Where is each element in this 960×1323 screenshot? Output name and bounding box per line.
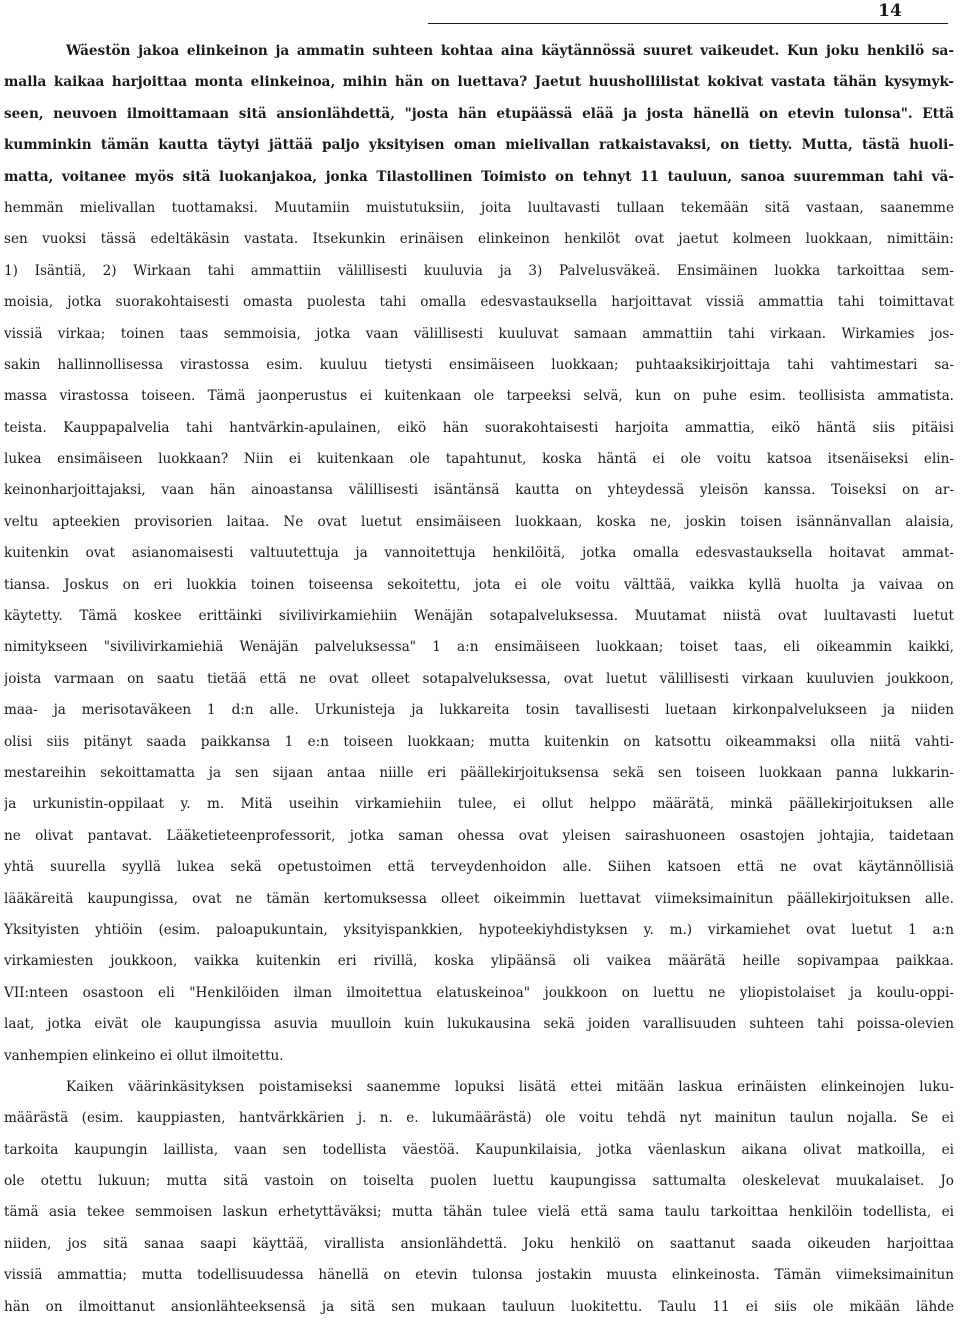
text-line: olisi siis pitänyt saada paikkansa 1 e:n toiseen luokkaan; mutta kuitenkin on katsottu oikeammaksi olla niitä vahti- bbox=[4, 733, 954, 750]
text-line: tiansa. Joskus on eri luokkia toinen toiseensa sekoitettu, jota ei ole voitu välttää, vaikka kyllä huolta ja vaivaa on bbox=[4, 576, 954, 593]
text-line: käytetty. Tämä koskee erittäinki sivilivirkamiehiin Wenäjän sotapalveluksessa. Muutamat niistä ovat luultavasti luetut bbox=[4, 608, 954, 625]
paragraph-1 bbox=[4, 36, 954, 1072]
text-line: massa virastossa toiseen. Tämä jaonperustus ei kuitenkaan ole tarpeeksi selvä, kun on puhe esim. teollisista ammatista. bbox=[4, 388, 954, 405]
text-line: Wäestön jakoa elinkeinon ja ammatin suhteen kohtaa aina käytännössä suuret vaikeudet. Kun joku henkilö sa- bbox=[66, 43, 954, 59]
text-line: yhtä suurella syyllä lukea sekä opetustoimen että terveydenhoidon alle. Siihen katsoen että ne ovat käytännöllisiä bbox=[4, 859, 954, 876]
text-line: keinonharjoittajaksi, vaan hän ainoastansa välillisesti isäntänsä kautta on yhteydessä yleisön kanssa. Toiseksi on ar- bbox=[4, 482, 954, 499]
text-line: matta, voitanee myös sitä luokanjakoa, jonka Tilastollinen Toimisto on tehnyt 11 tauluun, sanoa suuremman tahi vä- bbox=[4, 168, 954, 185]
text-line: 1) Isäntiä, 2) Wirkaan tahi ammattiin välillisesti kuuluvia ja 3) Palvelusväkeä. Ensimäinen luokka tarkoittaa sem- bbox=[4, 262, 954, 279]
text-line: tämä asia tekee semmoisen laskun erhetyttäväksi; mutta tähän tulee vielä että sama taulu tarkoittaa henkilöin todellista, ei bbox=[4, 1204, 954, 1221]
text-line: teista. Kauppapalvelia tahi hantvärkin-apulainen, eikö hän suorakohtaisesti harjoita ammattia, eikö häntä siis pitäisi bbox=[4, 419, 954, 436]
text-line: moisia, jotka suorakohtaisesti omasta puolesta tahi omalla edesvastauksella harjoittavat vissiä ammattia tahi toimittavat bbox=[4, 294, 954, 311]
text-line: maa- ja merisotaväkeen 1 d:n alle. Urkunisteja ja lukkareita tosin tavallisesti luetaan kirkonpalvelukseen ja niiden bbox=[4, 702, 954, 719]
text-line: sen vuoksi tässä edeltäkäsin vastata. Itsekunkin erinäisen elinkeinon henkilöt ovat jaetut kolmeen luokkaan, nimittäin: bbox=[4, 231, 954, 248]
text-line: vanhempien elinkeino ei ollut ilmoitettu. bbox=[4, 1047, 284, 1064]
text-line: malla kaikaa harjoittaa monta elinkeinoa, mihin hän on luettava? Jaetut huushollilistat kokivat vastata tähän kysymyk- bbox=[4, 74, 954, 91]
text-line: veltu apteekien provisorien laitaa. Ne ovat luetut ensimäiseen luokkaan, koska ne, joskin toisen isännänvallan alaisia, bbox=[4, 513, 954, 530]
text-line: niiden, jos sitä sanaa saapi käyttää, virallista ansionlähdettä. Joku henkilö on saattanut saada oikeuden harjoittaa bbox=[4, 1235, 954, 1252]
text-line: määrästä (esim. kauppiasten, hantvärkkärien j. n. e. lukumäärästä) ole voitu tehdä nyt mainitun taulun nojalla. Se ei bbox=[4, 1110, 954, 1127]
document-body bbox=[4, 36, 954, 1323]
text-line: laat, jotka eivät ole kaupungissa asuvia muulloin kuin lukukausina sekä joiden varallisuuden suhteen tahi poissa-olevien bbox=[4, 1016, 954, 1033]
text-line: lääkäreitä kaupungissa, ovat ne tämän kertomuksessa olleet oikeimmin luettavat viimeksimainitun päällekirjoituksen alle. bbox=[4, 890, 954, 907]
text-line: sakin hallinnollisessa virastossa esim. kuuluu tietysti ensimäiseen luokkaan; puhtaaksikirjoittaja tahi vahtimestari sa- bbox=[4, 356, 954, 373]
text-line: lukea ensimäiseen luokkaan? Niin ei kuitenkaan ole tapahtunut, koska häntä ei ole voitu katsoa itsenäiseksi elin- bbox=[4, 451, 954, 468]
header-rule bbox=[428, 23, 948, 24]
paragraph-2 bbox=[4, 1072, 954, 1323]
text-line: hemmän mielivallan tuottamaksi. Muutamiin muistutuksiin, joita luultavasti tullaan tekemään sitä vastaan, saanemme bbox=[4, 199, 954, 216]
text-line: kumminkin tämän kautta täytyi jättää paljo yksityisen oman mielivallan ratkaistavaksi, on tietty. Mutta, tästä huoli- bbox=[4, 137, 954, 154]
text-line: ole otettu lukuun; mutta sitä vastoin on toiselta puolen luettu kaupungissa sattumalta oleskelevat muukalaiset. Jo bbox=[4, 1173, 954, 1190]
text-line: kuitenkin ovat asianomaisesti valtuutettuja ja vannoitettuja henkilöitä, jotka omalla edesvastauksella hoitavat ammat- bbox=[4, 545, 954, 562]
text-line: seen, neuvoen ilmoittamaan sitä ansionlähdettä, "josta hän etupäässä elää ja josta hänellä on etevin tulonsa". Että bbox=[4, 105, 954, 122]
text-line: ne olivat pantavat. Lääketieteenprofessorit, jotka saman ohessa ovat yleisen sairashuoneen osastojen johtajia, taidetaan bbox=[4, 827, 954, 844]
text-line: hän on ilmoittanut ansionlähteeksensä ja sitä sen mukaan tauluun luokitettu. Taulu 11 ei siis ole mikään lähde bbox=[4, 1298, 954, 1315]
text-line: VII:nteen osastoon eli "Henkilöiden ilman ilmoitettua elatuskeinoa" joukkoon on luettu ne yliopistolaiset ja koulu-oppi- bbox=[4, 984, 954, 1001]
text-line: vissiä virkaa; toinen taas semmoisia, jotka vaan välillisesti kuuluvat samaan ammattiin tahi virkaan. Wirkamies jos- bbox=[4, 325, 954, 342]
text-line: joista varmaan on saatu tietää että ne ovat olleet sotapalveluksessa, ovat luetut välillisesti virkaan kuuluvien joukkoon, bbox=[4, 670, 954, 687]
text-line: mestareihin sekoittamatta ja sen sijaan antaa niille eri päällekirjoituksensa sekä sen toiseen luokkaan panna lukkarin- bbox=[4, 764, 954, 781]
text-line: tarkoita kaupungin laillista, vaan sen todellista väestöä. Kaupunkilaisia, jotka väenlaskun aikana olivat matkoilla, ei bbox=[4, 1141, 954, 1158]
text-line: virkamiesten joukkoon, vaikka kuitenkin eri rivillä, koska ylipäänsä oli vaikea määrätä heille sopivampaa paikkaa. bbox=[4, 953, 954, 970]
page-number: 14 bbox=[878, 1, 902, 21]
text-line: Yksityisten yhtiöin (esim. paloapukuntain, yksityispankkien, hypoteekiyhdistyksen y. m.) virkamiehet ovat luetut 1 a:n bbox=[4, 921, 954, 938]
text-line: vissiä ammattia; mutta todellisuudessa hänellä on etevin tulonsa jostakin muusta elinkeinosta. Tämän viimeksimainitun bbox=[4, 1267, 954, 1284]
text-line: Kaiken väärinkäsityksen poistamiseksi saanemme lopuksi lisätä ettei mitään laskua erinäisten elinkeinojen luku- bbox=[66, 1078, 954, 1095]
text-line: nimitykseen "sivilivirkamiehiä Wenäjän palveluksessa" 1 a:n ensimäiseen luokkaan; toiset taas, eli oikeammin kaikki, bbox=[4, 639, 954, 656]
text-line: ja urkunistin-oppilaat y. m. Mitä useihin virkamiehiin tulee, ei ollut helppo määrätä, minkä päällekirjoituksen alle bbox=[4, 796, 954, 813]
